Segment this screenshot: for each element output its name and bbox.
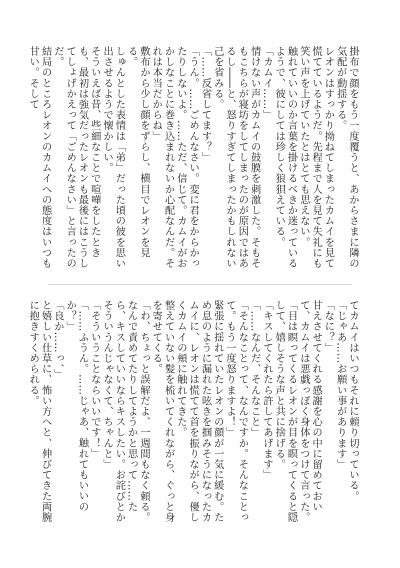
top-vertical-text: 掛布で顔をもう一度覆うと、あからさまに隣の気配が動揺する。 レオンはすっかり拗ねてしまったカムイを見て慌てているようだ。先程まで人を見て失礼にも笑い声を上げていたとはとても思えない。 触れていいのか言葉を掛けるべきか迷っているようで、彼にしては珍しく狼狽えている。 「カムイ……」 情けない声がカムイの鼓膜を刺激した。そもそもこちらが寝坊をしてしまったのが原因ではあるし――と、怒りすぎてしまったかもしれない己を省みる。 「……反省してます？」 「うん。……ごめんなさい。変に君をからかったりしないよ。……ただ、信じて。カムイがおかしなことに巻き込まれないか心配なんだ。それは本当だからね」 敷布から少し顔をずらし、横目でレオンを見る。 しゅんとした表情は「弟」だった頃の彼を思い出させるようで懐かしい。 そういえば昔、些細なことで喧嘩をしたときも、最初は強気だったレオンも最後にはこうしてしょげかえって「ごめんなさい」と言ったのだ。 結局のところレオンのカムイへの態度はいつも甘い。そして: [27, 46, 358, 269]
bottom-half: [27, 300, 358, 526]
top-half: [27, 46, 358, 272]
bottom-vertical-text: てカムイはいつもそれに頼り切っている。 「じゃあ……お願い事があります」 「なに？」 甘えさせてくれる感謝を心の中に留めておいて、カムイは悪戯っぽく身体をつけて言った。 「目は瞑ってくるレオンが目を瞑ってくると隠して、嬉しそうな声と共に捨げる。 「キスしてくれたら許してあげます」 「……なんだ、そんなこと」 「そんなことって、なんですか。そんなことって。もう一度怒りますよ！」 緊張に揺れていたレオンの顔が一気に緩む。ため息のように漏れた呟きを掴みそうになったカムイに、レオンは慌てて首を振りながら、優しくカムイの頬に触れてきた。 整えていない髪を梳いてくれながら、ぐっと身を寄せてくる。 「わ、ちょっと誤解だよ、一週間もなく頼る。なんで責めてたりしてようかと思って……たら、キスしていいならキスしたい。お詫びとかそういうんじゃなくて、ちゃんと」 「そういうことならいいです！」 「……ふうん。……じゃあ、触れてもいいのか？」 「良か……っ、」 と嬉しい仕草に、怖い方へと、伸びてきた両腕に抱きすくめられる。: [27, 300, 358, 523]
page-divider: [48, 284, 352, 285]
